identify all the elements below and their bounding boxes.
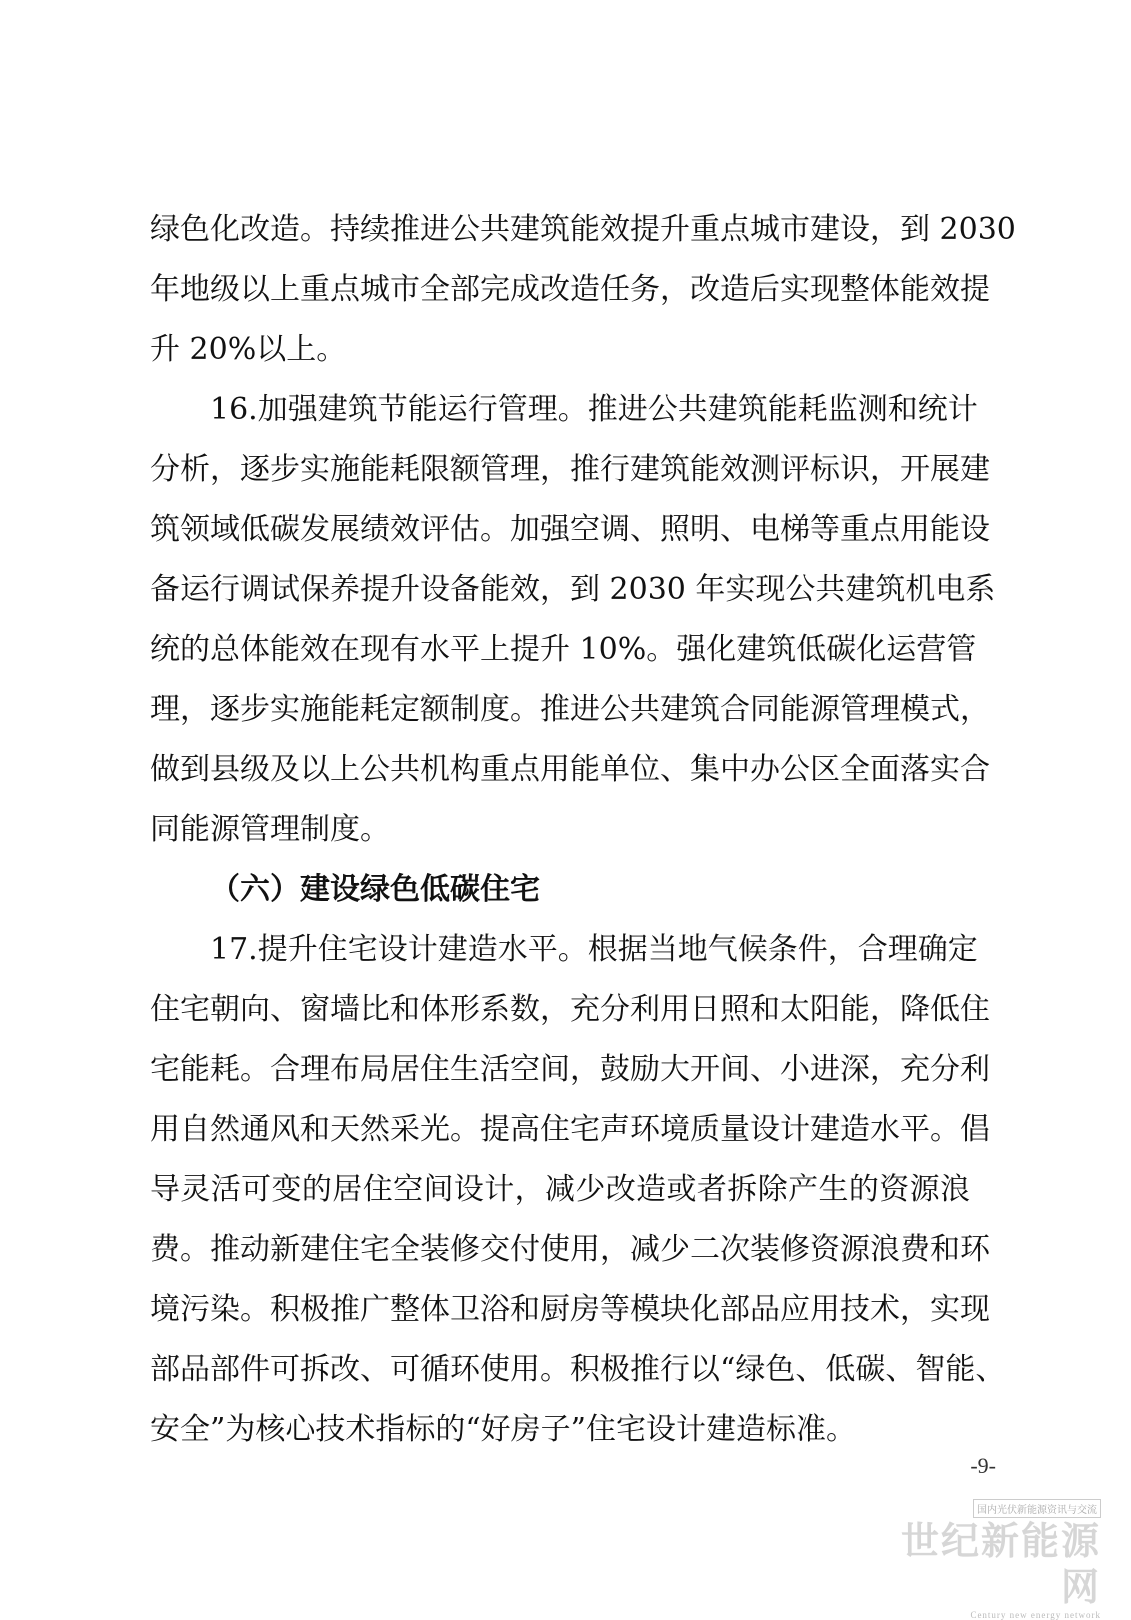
text-line: 安全”为核心技术指标的“好房子”住宅设计建造标准。 [150, 1412, 857, 1447]
text-line: 17.提升住宅设计建造水平。根据当地气候条件，合理确定 [210, 932, 978, 967]
text-line: 导灵活可变的居住空间设计，减少改造或者拆除产生的资源浪 [150, 1172, 970, 1207]
text-line: 统的总体能效在现有水平上提升 10%。强化建筑低碳化运营管 [150, 632, 977, 667]
text-line: 年地级以上重点城市全部完成改造任务，改造后实现整体能效提 [150, 272, 990, 307]
page-number: -9- [970, 1453, 996, 1478]
watermark-subtitle: Century new energy network [970, 1610, 1101, 1620]
watermark-tag: 国内光伏新能源资讯与交流 [973, 1499, 1101, 1518]
text-line: 住宅朝向、窗墙比和体形系数，充分利用日照和太阳能，降低住 [150, 992, 990, 1027]
text-line: 分析，逐步实施能耗限额管理，推行建筑能效测评标识，开展建 [150, 452, 990, 487]
text-line: 升 20%以上。 [150, 332, 347, 367]
text-line: 费。推动新建住宅全装修交付使用，减少二次装修资源浪费和环 [150, 1232, 990, 1267]
text-line: 筑领域低碳发展绩效评估。加强空调、照明、电梯等重点用能设 [150, 512, 990, 547]
text-line: 16.加强建筑节能运行管理。推进公共建筑能耗监测和统计 [210, 392, 978, 427]
watermark [901, 1498, 1101, 1620]
text-line: 备运行调试保养提升设备能效，到 2030 年实现公共建筑机电系 [150, 572, 996, 607]
text-line: 部品部件可拆改、可循环使用。积极推行以“绿色、低碳、智能、 [150, 1352, 1006, 1387]
text-line: 宅能耗。合理布局居住生活空间，鼓励大开间、小进深，充分利 [150, 1052, 990, 1087]
text-line: 用自然通风和天然采光。提高住宅声环境质量设计建造水平。倡 [150, 1112, 990, 1147]
watermark-logo-text: 世纪新能源网 [901, 1519, 1102, 1609]
text-line: 做到县级及以上公共机构重点用能单位、集中办公区全面落实合 [150, 752, 990, 787]
text-line: 境污染。积极推广整体卫浴和厨房等模块化部品应用技术，实现 [150, 1292, 990, 1327]
section-heading: （六）建设绿色低碳住宅 [210, 872, 540, 907]
text-line: 同能源管理制度。 [150, 812, 390, 847]
text-line: 绿色化改造。持续推进公共建筑能效提升重点城市建设，到 2030 [150, 212, 1016, 247]
text-line: 理，逐步实施能耗定额制度。推进公共建筑合同能源管理模式， [150, 692, 990, 727]
